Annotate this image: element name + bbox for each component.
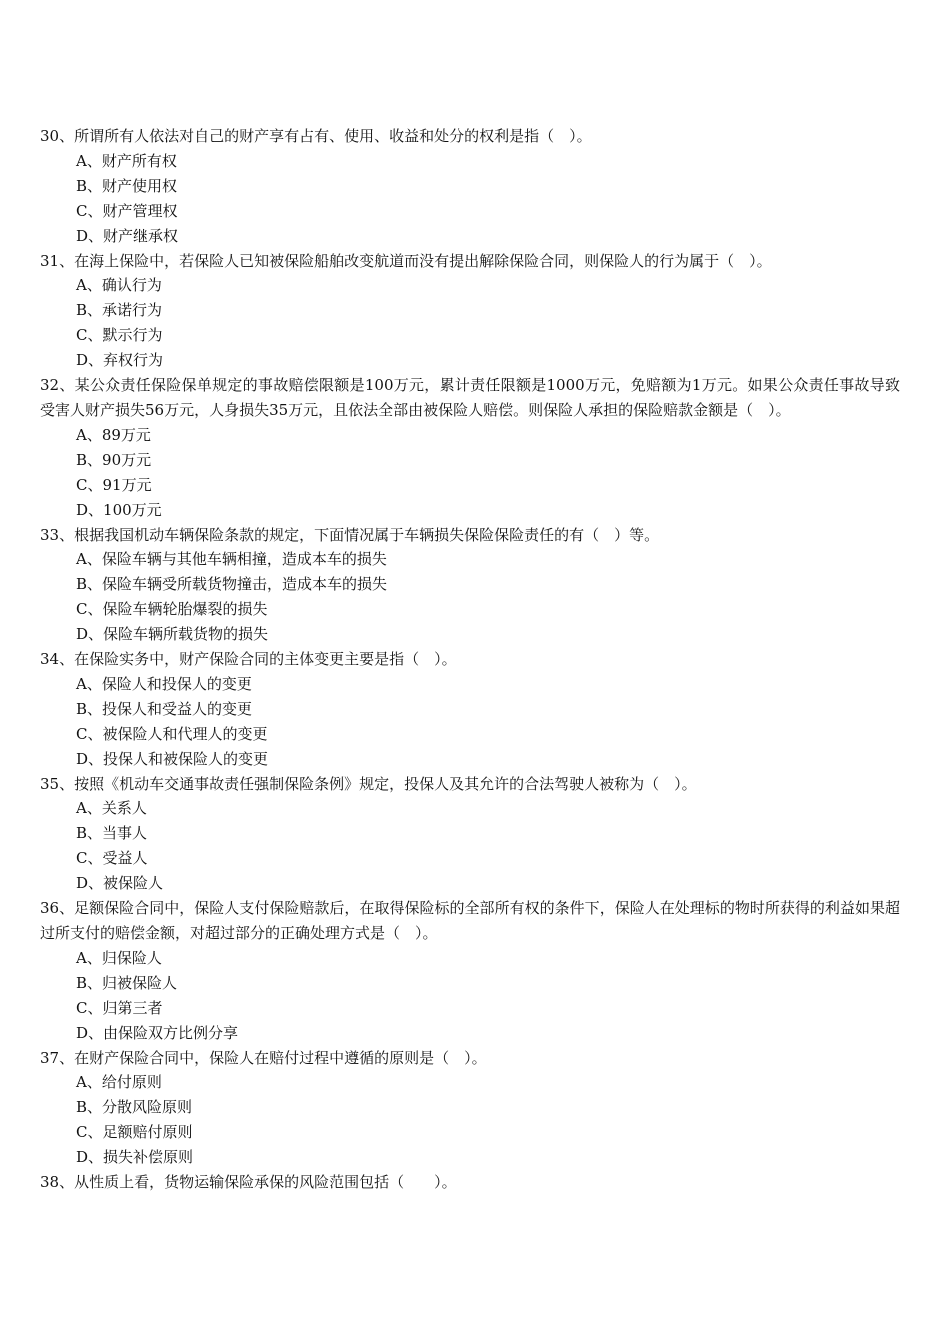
option-b: B、当事人 bbox=[76, 824, 148, 843]
question-text: 33、根据我国机动车辆保险条款的规定，下面情况属于车辆损失保险保险责任的有（ ）等。 bbox=[40, 525, 660, 544]
question-text: 38、从性质上看，货物运输保险承保的风险范围包括（ ）。 bbox=[40, 1173, 457, 1192]
question-38 bbox=[40, 1170, 900, 1195]
question-text: 37、在财产保险合同中，保险人在赔付过程中遵循的原则是（ ）。 bbox=[40, 1048, 487, 1067]
question-31 bbox=[40, 249, 900, 374]
option-c: C、足额赔付原则 bbox=[76, 1123, 193, 1142]
question-34 bbox=[40, 647, 900, 772]
option-d: D、100万元 bbox=[76, 500, 162, 519]
question-text: 35、按照《机动车交通事故责任强制保险条例》规定，投保人及其允许的合法驾驶人被称为（ ）。 bbox=[40, 774, 697, 793]
option-c: C、受益人 bbox=[76, 849, 148, 868]
question-32 bbox=[40, 373, 900, 522]
option-d: D、损失补偿原则 bbox=[76, 1148, 194, 1167]
option-a: A、保险车辆与其他车辆相撞，造成本车的损失 bbox=[76, 550, 387, 569]
question-30 bbox=[40, 124, 900, 249]
option-a: A、关系人 bbox=[76, 799, 147, 818]
option-c: C、默示行为 bbox=[76, 326, 163, 345]
option-d: D、被保险人 bbox=[76, 874, 164, 893]
option-b: B、90万元 bbox=[76, 450, 152, 469]
question-text: 31、在海上保险中，若保险人已知被保险船舶改变航道而没有提出解除保险合同，则保险人的行为属于（ ）。 bbox=[40, 251, 772, 270]
exam-page bbox=[40, 124, 900, 1195]
question-text: 32、某公众责任保险保单规定的事故赔偿限额是100万元，累计责任限额是1000万元，免赔额为1万元。如果公众责任事故导致受害人财产损失56万元，人身损失35万元，且依法全部由被保险人赔偿。则保险人承担的保险赔款金额是（ ）。 bbox=[40, 376, 900, 419]
question-37 bbox=[40, 1046, 900, 1171]
option-d: D、财产继承权 bbox=[76, 226, 179, 245]
option-b: B、投保人和受益人的变更 bbox=[76, 699, 253, 718]
question-text: 34、在保险实务中，财产保险合同的主体变更主要是指（ ）。 bbox=[40, 650, 457, 669]
option-a: A、89万元 bbox=[76, 425, 151, 444]
option-c: C、归第三者 bbox=[76, 998, 163, 1017]
option-b: B、保险车辆受所载货物撞击，造成本车的损失 bbox=[76, 575, 388, 594]
question-35 bbox=[40, 772, 900, 897]
option-a: A、保险人和投保人的变更 bbox=[76, 674, 252, 693]
option-c: C、保险车辆轮胎爆裂的损失 bbox=[76, 600, 268, 619]
option-a: A、财产所有权 bbox=[76, 151, 177, 170]
question-36 bbox=[40, 896, 900, 1045]
option-d: D、保险车辆所载货物的损失 bbox=[76, 625, 269, 644]
question-text: 36、足额保险合同中，保险人支付保险赔款后，在取得保险标的全部所有权的条件下，保险人在处理标的物时所获得的利益如果超过所支付的赔偿金额，对超过部分的正确处理方式是（ ）。 bbox=[40, 899, 900, 942]
option-d: D、弃权行为 bbox=[76, 351, 164, 370]
option-a: A、给付原则 bbox=[76, 1073, 162, 1092]
question-text: 30、所谓所有人依法对自己的财产享有占有、使用、收益和处分的权利是指（ ）。 bbox=[40, 127, 592, 145]
option-d: D、由保险双方比例分享 bbox=[76, 1023, 239, 1042]
option-a: A、确认行为 bbox=[76, 276, 162, 295]
option-c: C、91万元 bbox=[76, 475, 152, 494]
option-d: D、投保人和被保险人的变更 bbox=[76, 749, 269, 768]
option-b: B、归被保险人 bbox=[76, 973, 178, 992]
option-c: C、被保险人和代理人的变更 bbox=[76, 724, 268, 743]
option-b: B、分散风险原则 bbox=[76, 1098, 193, 1117]
option-a: A、归保险人 bbox=[76, 948, 162, 967]
question-33 bbox=[40, 523, 900, 648]
option-b: B、承诺行为 bbox=[76, 301, 163, 320]
option-b: B、财产使用权 bbox=[76, 176, 178, 195]
option-c: C、财产管理权 bbox=[76, 201, 178, 220]
